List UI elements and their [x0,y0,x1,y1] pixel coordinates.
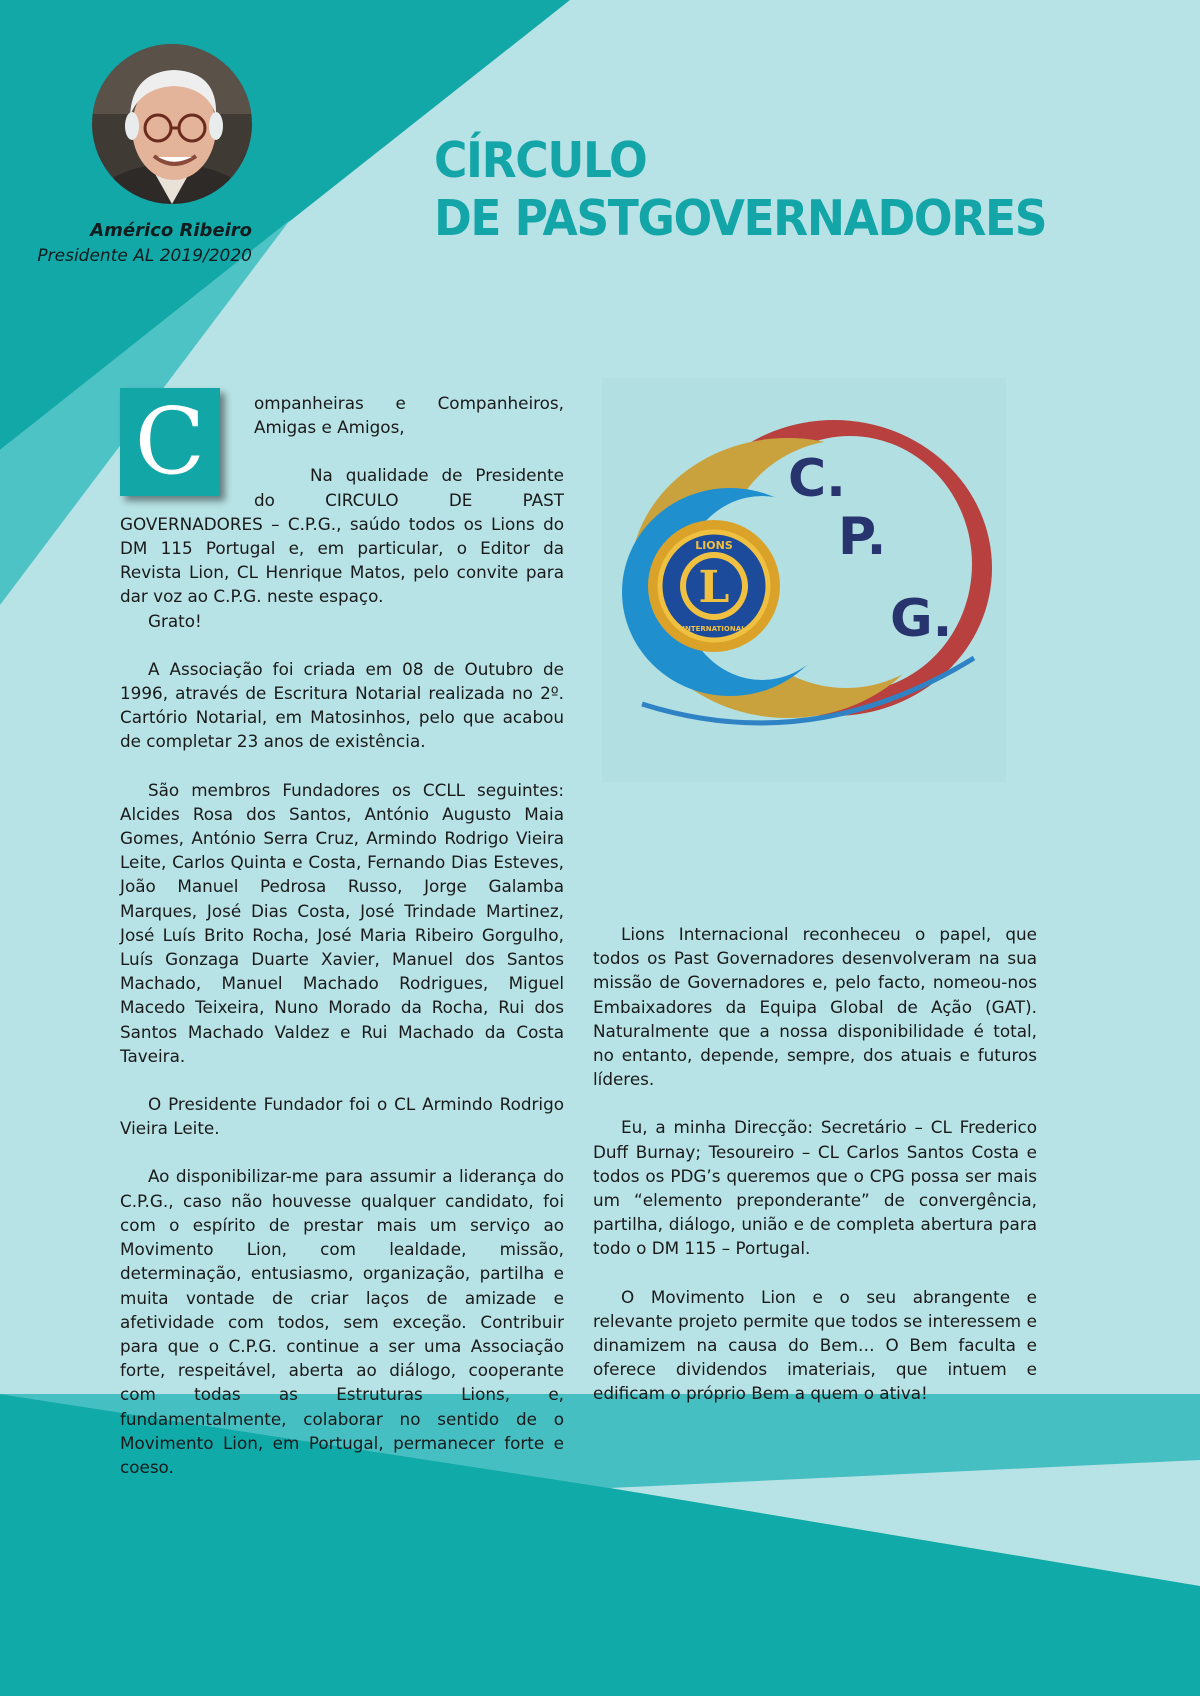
logo-letter-g: G. [890,589,953,649]
emblem-bottom-text: INTERNATIONAL [682,625,746,633]
author-portrait [92,44,252,204]
board-paragraph: Eu, a minha Direcção: Secretário – CL Frederico Duff Burnay; Tesoureiro – CL Carlos Santos Costa e todos os PDG’s queremos que o CPG possa ser mais um “elemento preponderante” de convergência, partilha, diálogo, união e de completa abertura para todo o DM 115 – Portugal. [593,1117,1037,1259]
leadership-paragraph: Ao disponibilizar-me para assumir a liderança do C.P.G., caso não houvesse qualquer candidato, foi com o espírito de prestar mais um serviço ao Movimento Lion, com lealdade, missão, determinação, entusiasmo, organização, partilha e muita vontade de criar laços de amizade e afetividade com todos, sem exceção. Contribuir para que o C.P.G. continue a ser uma Associação forte, respeitável, aberta ao diálogo, cooperante com todas as Estruturas Lions, e, fundamentalmente, colaborar no sentido de o Movimento Lion, em Portugal, permanecer forte e coeso. [120,1166,564,1477]
drop-cap-spacer [120,391,254,503]
lions-emblem-icon [648,520,780,652]
logo-letter-p: P. [838,507,887,567]
emblem-top-text: LIONS [695,539,733,552]
founder-president-paragraph: O Presidente Fundador foi o CL Armindo Rodrigo Vieira Leite. [120,1094,564,1139]
article-column-left [120,391,564,1479]
intro-paragraph: Na qualidade de Presidente do CIRCULO DE PAST GOVERNADORES – C.P.G., saúdo todos os Lions do DM 115 Portugal e, em particular, o Editor da Revista Lion, CL Henrique Matos, pelo convite para dar voz ao C.P.G. neste espaço. [120,465,564,607]
title-line-2: DE PASTGOVERNADORES [434,190,1047,247]
author-role: Presidente AL 2019/2020 [37,246,252,266]
greeting-paragraph: ompanheiras e Companheiros, Amigas e Amigos, [254,393,564,438]
article-column-right [593,922,1037,1406]
avatar [92,44,252,204]
thanks-paragraph: Grato! [148,610,202,631]
founders-paragraph: São membros Fundadores os CCLL seguintes: Alcides Rosa dos Santos, António Augusto Maia Gomes, António Serra Cruz, Armindo Rodrigo Vieira Leite, Carlos Quinta e Costa, Fernando Dias Esteves, João Manuel Pedrosa Russo, Jorge Galamba Marques, José Dias Costa, José Trindade Martinez, José Luís Brito Rocha, José Maria Ribeiro Gorgulho, Luís Gonzaga Duarte Xavier, Manuel dos Santos Machado, Manuel Machado Rodrigues, Miguel Macedo Teixeira, Nuno Morado da Rocha, Rui dos Santos Machado Valdez e Rui Machado da Costa Taveira. [120,779,564,1066]
founding-paragraph: A Associação foi criada em 08 de Outubro de 1996, através de Escritura Notarial realizada no 2º. Cartório Notarial, em Matosinhos, pelo que acabou de completar 23 anos de existência. [120,658,564,752]
title-line-1: CÍRCULO [434,132,647,189]
logo-letter-c: C. [788,449,846,509]
emblem-letter: L [698,562,730,613]
author-name: Américo Ribeiro [90,220,252,241]
drop-cap: C [120,388,220,496]
gat-paragraph: Lions Internacional reconheceu o papel, que todos os Past Governadores desenvolveram na sua missão de Governadores e, pelo facto, nomeou-nos Embaixadores da Equipa Global de Ação (GAT). Naturalmente que a nossa disponibilidade é total, no entanto, depende, sempre, dos atuais e futuros líderes. [593,924,1037,1090]
cpg-logo [602,378,1006,782]
page-title [434,132,1046,248]
closing-paragraph: O Movimento Lion e o seu abrangente e relevante projeto permite que todos se interessem e dinamizem na causa do Bem… O Bem faculta e oferece dividendos imateriais, que intuem e edificam o próprio Bem a quem o ativa! [593,1286,1037,1404]
